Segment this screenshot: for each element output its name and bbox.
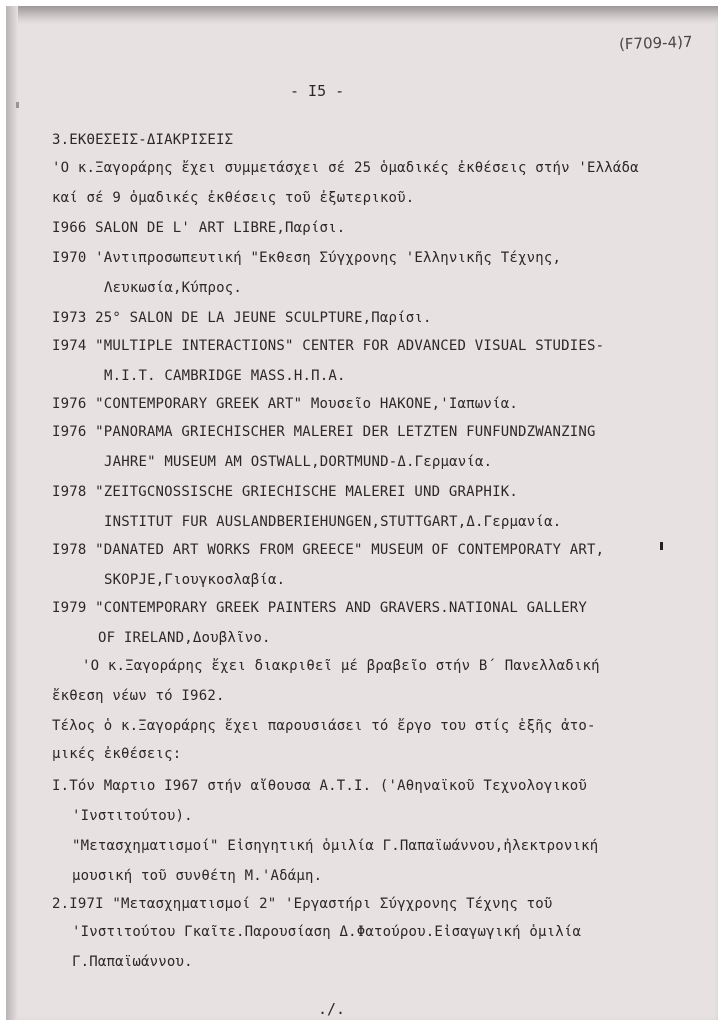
- text-line: SKOPJE,Γιουγκοσλαβία.: [104, 572, 286, 588]
- scan-speck: [16, 102, 19, 108]
- document-page: [6, 6, 718, 1020]
- text-line: I976 "PANORAMA GRIECHISCHER MALEREI DER LETZTEN FUNFUNDZWANZING: [52, 424, 596, 440]
- text-line: 2.I97I "Μετασχηματισμοί 2" 'Εργαστήρι Σύγχρονης Τέχνης τοῦ: [52, 896, 553, 912]
- text-line: Γ.Παπαϊωάννου.: [72, 954, 193, 970]
- text-line: μικές ἐκθέσεις:: [52, 746, 182, 762]
- text-line: I978 "ZEITGCNOSSISCHE GRIECHISCHE MALEREI UND GRAPHIK.: [52, 484, 518, 500]
- text-line: M.I.T. CAMBRIDGE MASS.Η.Π.Α.: [104, 368, 346, 384]
- text-line: INSTITUT FUR AUSLANDBERIEHUNGEN,STUTTGART,Δ.Γερμανία.: [104, 514, 562, 530]
- text-line: I974 "MULTIPLE INTERACTIONS" CENTER FOR ADVANCED VISUAL STUDIES-: [52, 338, 605, 354]
- page-number: - I5 -: [290, 82, 345, 100]
- text-line: OF IRELAND,Δουβλῖνο.: [98, 630, 271, 646]
- text-line: JAHRE" MUSEUM AM OSTWALL,DORTMUND-Δ.Γερμανία.: [104, 454, 493, 470]
- continuation-mark: ./.: [318, 1000, 346, 1018]
- text-line: 'Ο κ.Ξαγοράρης ἔχει διακριθεῖ μέ βραβεῖο στήν Β΄ Πανελλαδική: [82, 658, 600, 674]
- scan-edge-top: [6, 6, 718, 24]
- scan-speck: [660, 542, 663, 550]
- text-line: "Μετασχηματισμοί" Εἰσηγητική ὁμιλία Γ.Παπαϊωάννου,ἠλεκτρονική: [72, 838, 599, 854]
- text-line: ἔκθεση νέων τό I962.: [52, 688, 225, 704]
- handwritten-reference: (F709-4)7: [618, 32, 693, 54]
- text-line: I978 "DANATED ART WORKS FROM GREECE" MUSEUM OF CONTEMPORATY ART,: [52, 542, 605, 558]
- text-line: 'Ινστιτούτου Γκαῖτε.Παρουσίαση Δ.Φατούρου.Εἰσαγωγική ὁμιλία: [72, 924, 582, 940]
- text-line: μουσική τοῦ συνθέτη Μ.'Αδάμη.: [72, 868, 323, 884]
- text-line: 'Ινστιτούτου).: [72, 808, 193, 824]
- text-line: I970 'Αντιπροσωπευτική "Εκθεση Σύγχρονης 'Ελληνικῆς Τέχνης,: [52, 250, 562, 266]
- text-line: I976 "CONTEMPORARY GREEK ART" Μουσεῖο HAKONE,'Ιαπωνία.: [52, 396, 518, 412]
- scan-edge-left: [6, 6, 18, 1020]
- text-line: I973 25° SALON DE LA JEUNE SCULPTURE,Παρίσι.: [52, 310, 432, 326]
- text-line: I.Τόν Μαρτιο I967 στήν αἴθουσα Α.Τ.Ι. ('Αθηναϊκοῦ Τεχνολογικοῦ: [52, 778, 587, 794]
- text-line: I966 SALON DE L' ART LIBRE,Παρίσι.: [52, 220, 346, 236]
- section-heading: 3.ΕΚΘΕΣΕΙΣ-ΔΙΑΚΡΙΣΕΙΣ: [52, 132, 234, 148]
- text-line: I979 "CONTEMPORARY GREEK PAINTERS AND GRAVERS.NATIONAL GALLERY: [52, 600, 587, 616]
- text-line: καί σέ 9 ὁμαδικές ἐκθέσεις τοῦ ἐξωτερικοῦ.: [52, 190, 415, 206]
- text-line: Λευκωσία,Κύπρος.: [104, 280, 243, 296]
- text-line: Τέλος ὁ κ.Ξαγοράρης ἔχει παρουσιάσει τό ἔργο του στίς ἑξῆς ἀτο-: [52, 718, 596, 734]
- text-line: 'Ο κ.Ξαγοράρης ἔχει συμμετάσχει σέ 25 ὁμαδικές ἐκθέσεις στήν 'Ελλάδα: [52, 160, 639, 176]
